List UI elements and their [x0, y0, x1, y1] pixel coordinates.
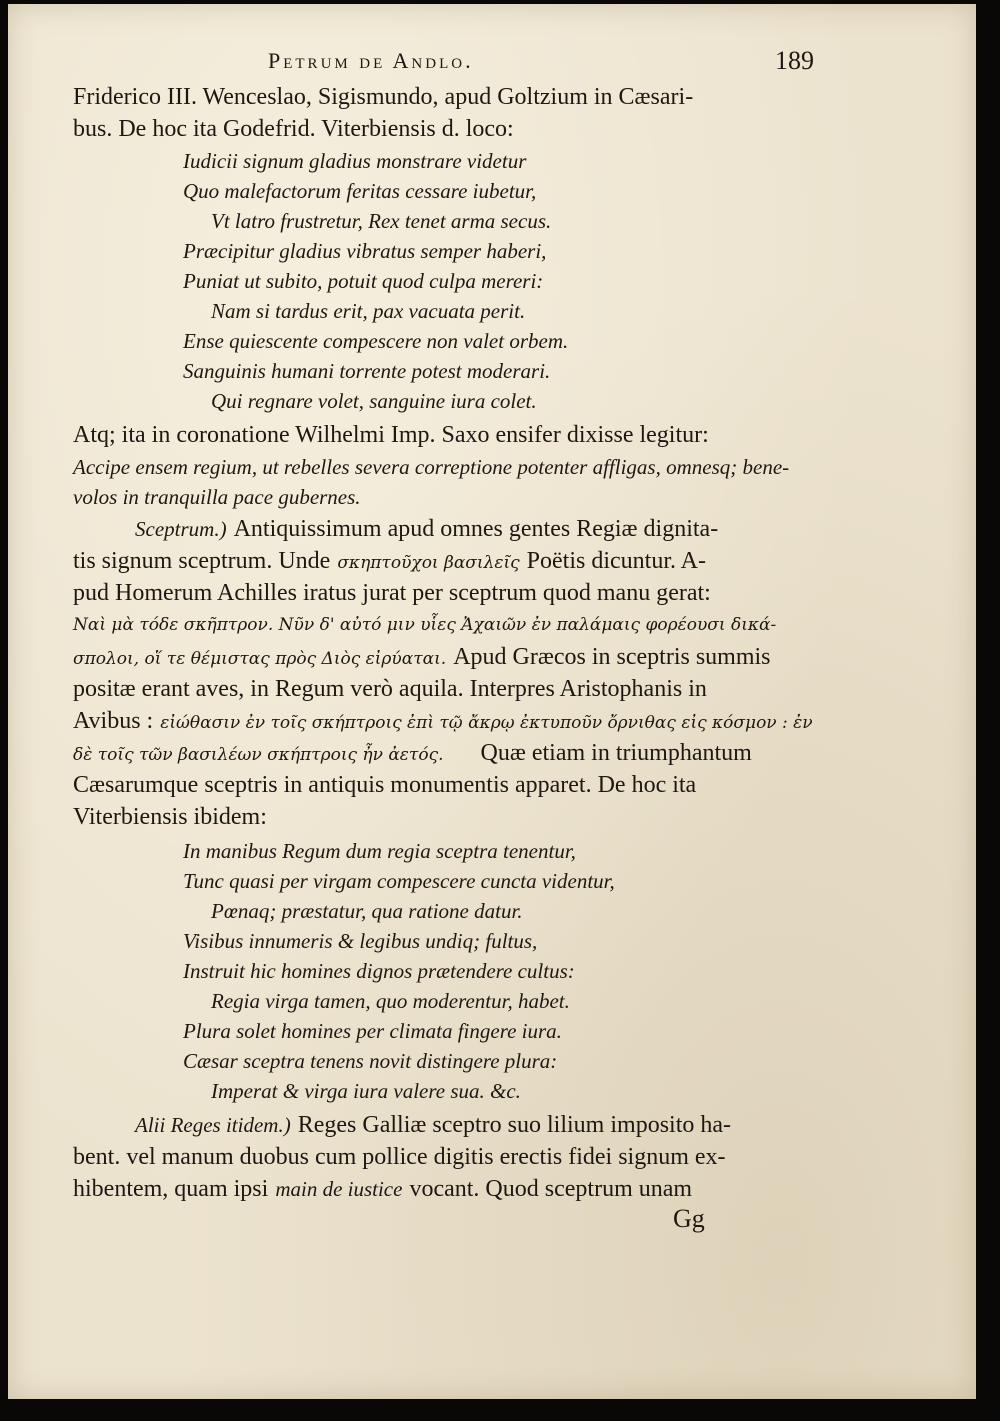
text-span: Antiquissimum apud omnes gentes Regiæ dignita- [233, 516, 719, 542]
text-line [135, 514, 718, 545]
text-line [73, 546, 706, 578]
book-page [8, 4, 976, 1399]
greek-span: εἰώθασιν ἐν τοῖς σκήπτροις ἐπὶ τῷ ἄκρῳ ἐκτυποῦν ὄρνιθας εἰς κόσμον : ἐν [160, 713, 813, 733]
text-line: pud Homerum Achilles iratus jurat per sceptrum quod manu gerat: [73, 580, 711, 606]
verse-line: Quo malefactorum feritas cessare iubetur, [183, 179, 537, 203]
text-span: Quæ etiam in triumphantum [480, 740, 752, 766]
verse-line: Instruit hic homines dignos prætendere cultus: [183, 959, 575, 983]
text-line: Viterbiensis ibidem: [73, 804, 267, 830]
text-line [73, 642, 771, 674]
verse-line: Qui regnare volet, sanguine iura colet. [211, 389, 537, 413]
text-span: Apud Græcos in sceptris summis [453, 644, 771, 670]
verse-line: Præcipitur gladius vibratus semper haberi, [183, 239, 547, 263]
verse-line: Sanguinis humani torrente potest moderari. [183, 359, 551, 383]
text-line: Friderico III. Wenceslao, Sigismundo, apud Goltzium in Cæsari- [73, 84, 694, 110]
margin-marker: Sceptrum.) [135, 517, 227, 541]
verse-line: Ense quiescente compescere non valet orbem. [183, 329, 569, 353]
running-title: Petrum de Andlo. [268, 48, 474, 73]
text-span: Reges Galliæ sceptro suo lilium imposito ha- [297, 1112, 732, 1138]
verse-line: Cæsar sceptra tenens novit distingere plura: [183, 1049, 558, 1073]
text-span: vocant. Quod sceptrum unam [409, 1176, 693, 1202]
verse-line: In manibus Regum dum regia sceptra tenentur, [183, 839, 576, 863]
verse-line: Visibus innumeris & legibus undiq; fultus, [183, 929, 538, 953]
verse-line: Nam si tardus erit, pax vacuata perit. [211, 299, 526, 323]
text-span: tis signum sceptrum. Unde [73, 548, 331, 574]
verse-line: Pœnaq; præstatur, qua ratione datur. [211, 899, 523, 923]
text-span: main de iustice [275, 1177, 403, 1201]
greek-line: Ναὶ μὰ τόδε σκῆπτρον. Νῦν δ' αὐτό μιν υἷες Ἀχαιῶν ἐν παλάμαις φορέουσι δικά- [73, 615, 777, 635]
text-line [135, 1110, 731, 1141]
verse-line: Tunc quasi per virgam compescere cuncta videntur, [183, 869, 615, 893]
page-number: 189 [775, 46, 814, 75]
text-line [73, 706, 813, 738]
text-line [73, 738, 752, 770]
text-line: Atq; ita in coronatione Wilhelmi Imp. Saxo ensifer dixisse legitur: [73, 422, 709, 448]
text-line [73, 1174, 692, 1205]
verse-line: Regia virga tamen, quo moderentur, habet. [211, 989, 570, 1013]
greek-span: σκηπτοῦχοι βασιλεῖς [337, 553, 520, 573]
text-span: hibentem, quam ipsi [73, 1176, 269, 1202]
margin-marker: Alii Reges itidem.) [135, 1113, 291, 1137]
text-line: Cæsarumque sceptris in antiquis monumentis apparet. De hoc ita [73, 772, 697, 798]
text-line: bus. De hoc ita Godefrid. Viterbiensis d. loco: [73, 116, 514, 142]
text-line: volos in tranquilla pace gubernes. [73, 485, 361, 509]
verse-line: Puniat ut subito, potuit quod culpa mereri: [183, 269, 544, 293]
verse-line: Vt latro frustretur, Rex tenet arma secus. [211, 209, 552, 233]
greek-span: δὲ τοῖς τῶν βασιλέων σκήπτροις ἦν ἀετός. [73, 745, 444, 765]
text-span: Poëtis dicuntur. A- [526, 548, 707, 574]
text-line: Accipe ensem regium, ut rebelles severa correptione potenter affligas, omnesq; bene- [73, 455, 790, 479]
verse-line: Iudicii signum gladius monstrare videtur [183, 149, 527, 173]
page-text [73, 4, 818, 1399]
greek-span: σπολοι, οἵ τε θέμιστας πρὸς Διὸς εἰρύαται. [73, 649, 447, 669]
text-line: bent. vel manum duobus cum pollice digitis erectis fidei signum ex- [73, 1144, 726, 1170]
text-line: positæ erant aves, in Regum verò aquila. Interpres Aristophanis in [73, 676, 707, 702]
text-span: Avibus : [73, 708, 154, 734]
signature-mark: Gg [673, 1204, 705, 1233]
verse-line: Plura solet homines per climata fingere iura. [183, 1019, 562, 1043]
verse-line: Imperat & virga iura valere sua. &c. [211, 1079, 521, 1103]
